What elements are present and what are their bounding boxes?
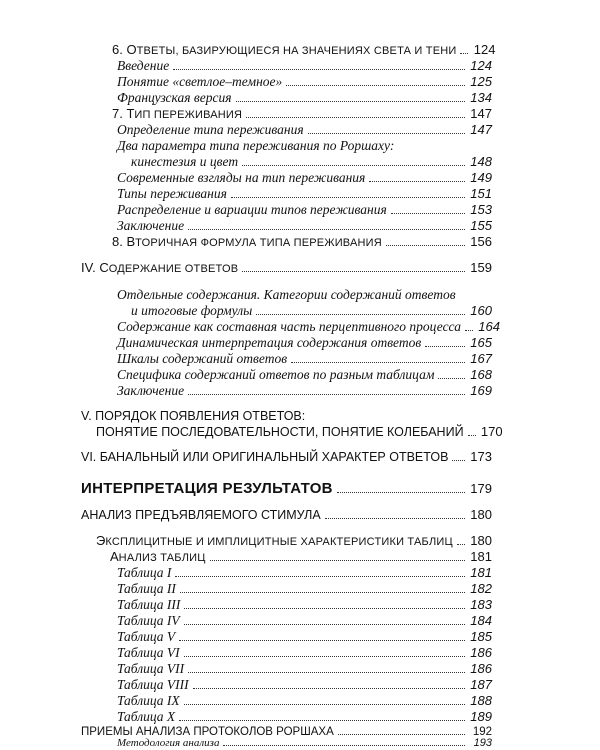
toc-entry-section-7[interactable]: 7. ТИП ПЕРЕЖИВАНИЯ 147 <box>112 106 492 121</box>
toc-subentry[interactable]: Французская версия 134 <box>117 90 492 105</box>
toc-table-entry[interactable]: Таблица X 189 <box>117 709 492 724</box>
toc-entry-section-iv[interactable]: IV. СОДЕРЖАНИЕ ОТВЕТОВ 159 <box>81 260 492 275</box>
toc-subentry[interactable]: Шкалы содержаний ответов 167 <box>117 351 492 366</box>
toc-subentry[interactable]: Введение 124 <box>117 58 492 73</box>
toc-subentry[interactable]: Содержание как составная часть перцептивного процесса 164 <box>117 319 500 334</box>
toc-subentry[interactable]: Современные взгляды на тип переживания 149 <box>117 170 492 185</box>
toc-entry-section-v-line1: V. ПОРЯДОК ПОЯВЛЕНИЯ ОТВЕТОВ: <box>81 409 306 423</box>
toc-table-entry[interactable]: Таблица I 181 <box>117 565 492 580</box>
toc-table-entry[interactable]: Таблица V 185 <box>117 629 492 644</box>
toc-subentry[interactable]: Распределение и вариации типов переживания 153 <box>117 202 492 217</box>
toc-entry-explicit-implicit[interactable]: ЭКСПЛИЦИТНЫЕ И ИМПЛИЦИТНЫЕ ХАРАКТЕРИСТИКИ ТАБЛИЦ 180 <box>96 533 492 548</box>
toc-entry-section-v[interactable]: ПОНЯТИЕ ПОСЛЕДОВАТЕЛЬНОСТИ, ПОНЯТИЕ КОЛЕБАНИЙ 170 <box>96 424 503 439</box>
toc-subentry-line1: Два параметра типа переживания по Роршаху: <box>117 138 395 153</box>
toc-subentry[interactable]: Понятие «светлое–темное» 125 <box>117 74 492 89</box>
toc-subentry[interactable]: Типы переживания 151 <box>117 186 492 201</box>
toc-entry-part-heading[interactable]: ИНТЕРПРЕТАЦИЯ РЕЗУЛЬТАТОВ 179 <box>81 480 492 497</box>
toc-entry-section-vi[interactable]: VI. БАНАЛЬНЫЙ ИЛИ ОРИГИНАЛЬНЫЙ ХАРАКТЕР ОТВЕТОВ 173 <box>81 449 492 464</box>
dot-leader <box>460 53 468 54</box>
toc-table-entry[interactable]: Таблица II 182 <box>117 581 492 596</box>
page-number: 124 <box>473 42 496 57</box>
toc-subentry[interactable]: Определение типа переживания 147 <box>117 122 492 137</box>
toc-table-entry[interactable]: Таблица IX 188 <box>117 693 492 708</box>
toc-subentry[interactable]: Заключение 155 <box>117 218 492 233</box>
toc-entry-title: 6. ОТВЕТЫ, БАЗИРУЮЩИЕСЯ НА ЗНАЧЕНИЯХ СВЕТА И ТЕНИ <box>112 42 457 57</box>
toc-entry-methods[interactable]: ПРИЕМЫ АНАЛИЗА ПРОТОКОЛОВ РОРШАХА 192 <box>81 726 492 738</box>
toc-subentry[interactable]: и итоговые формулы 160 <box>131 303 492 318</box>
toc-subentry[interactable]: Специфика содержаний ответов по разным таблицам 168 <box>117 367 492 382</box>
toc-subentry[interactable]: Заключение 169 <box>117 383 492 398</box>
toc-entry-section-8[interactable]: 8. ВТОРИЧНАЯ ФОРМУЛА ТИПА ПЕРЕЖИВАНИЯ 156 <box>112 234 492 249</box>
toc-table-entry[interactable]: Таблица VI 186 <box>117 645 492 660</box>
toc-entry-section-6[interactable] <box>112 42 496 59</box>
toc-subentry-line1: Отдельные содержания. Категории содержаний ответов <box>117 287 456 302</box>
toc-entry-title: 7. ТИП ПЕРЕЖИВАНИЯ <box>112 106 243 121</box>
toc-entry-stimulus[interactable]: АНАЛИЗ ПРЕДЪЯВЛЯЕМОГО СТИМУЛА 180 <box>81 507 492 522</box>
toc-table-entry[interactable]: Таблица IV 184 <box>117 613 492 628</box>
toc-entry-tables-analysis[interactable]: АНАЛИЗ ТАБЛИЦ 181 <box>110 549 492 564</box>
toc-table-entry[interactable]: Таблица III 183 <box>117 597 492 612</box>
toc-table-entry[interactable]: Таблица VIII 187 <box>117 677 492 692</box>
toc-entry-methodology[interactable]: Методология анализа 193 <box>117 737 492 749</box>
toc-subentry[interactable]: Динамическая интерпретация содержания ответов 165 <box>117 335 492 350</box>
toc-table-entry[interactable]: Таблица VII 186 <box>117 661 492 676</box>
toc-subentry[interactable]: кинестезия и цвет 148 <box>131 154 492 169</box>
